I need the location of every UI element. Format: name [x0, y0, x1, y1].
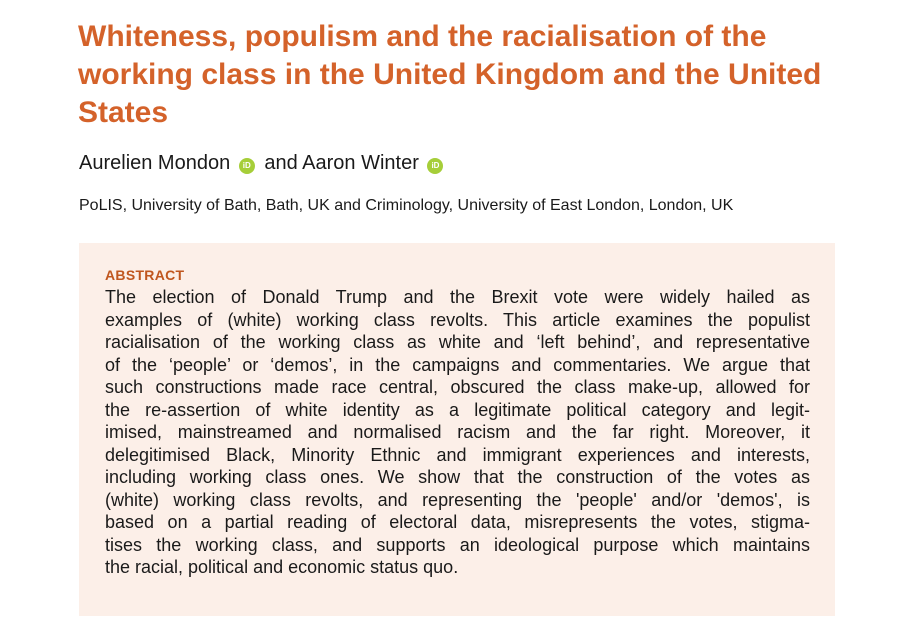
- abstract-line: including working class ones. We show that the construction of the votes as: [105, 467, 810, 487]
- orcid-icon[interactable]: iD: [239, 158, 255, 174]
- abstract-line: such constructions made race central, obscured the class make-up, allowed for: [105, 377, 810, 397]
- abstract-line: based on a partial reading of electoral data, misrepresents the votes, stigma-: [105, 512, 810, 532]
- abstract-line: The election of Donald Trump and the Brexit vote were widely hailed as: [105, 287, 810, 307]
- abstract-line: examples of (white) working class revolts. This article examines the populist: [105, 309, 810, 330]
- abstract-line: imised, mainstreamed and normalised racism and the far right. Moreover, it: [105, 422, 810, 442]
- author-name: Aaron Winter: [302, 152, 419, 174]
- author-affiliation: PoLIS, University of Bath, Bath, UK and Criminology, University of East London, London, UK: [79, 197, 734, 214]
- abstract-line: of the ‘people’ or ‘demos’, in the campaigns and commentaries. We argue that: [105, 354, 810, 375]
- abstract-line: the re-assertion of white identity as a legitimate political category and legit-: [105, 399, 810, 420]
- abstract-line: racialisation of the working class as white and ‘left behind’, and representative: [105, 332, 810, 352]
- author-name: Aurelien Mondon: [79, 152, 231, 174]
- author-connector: and: [264, 152, 298, 174]
- title-line: working class in the United Kingdom and the United: [78, 58, 822, 91]
- abstract-text: [105, 286, 810, 579]
- author-list: [79, 150, 447, 176]
- orcid-icon[interactable]: iD: [427, 158, 443, 174]
- title-line: States: [78, 96, 169, 129]
- article-title: [78, 18, 878, 132]
- abstract-box: [79, 243, 835, 616]
- abstract-heading: ABSTRACT: [105, 267, 185, 283]
- abstract-line: the racial, political and economic status quo.: [105, 557, 459, 577]
- abstract-line: (white) working class revolts, and representing the 'people' and/or 'demos', is: [105, 489, 810, 510]
- abstract-line: delegitimised Black, Minority Ethnic and immigrant experiences and interests,: [105, 444, 810, 465]
- title-line: Whiteness, populism and the racialisation of the: [78, 20, 767, 53]
- abstract-line: tises the working class, and supports an ideological purpose which maintains: [105, 534, 810, 555]
